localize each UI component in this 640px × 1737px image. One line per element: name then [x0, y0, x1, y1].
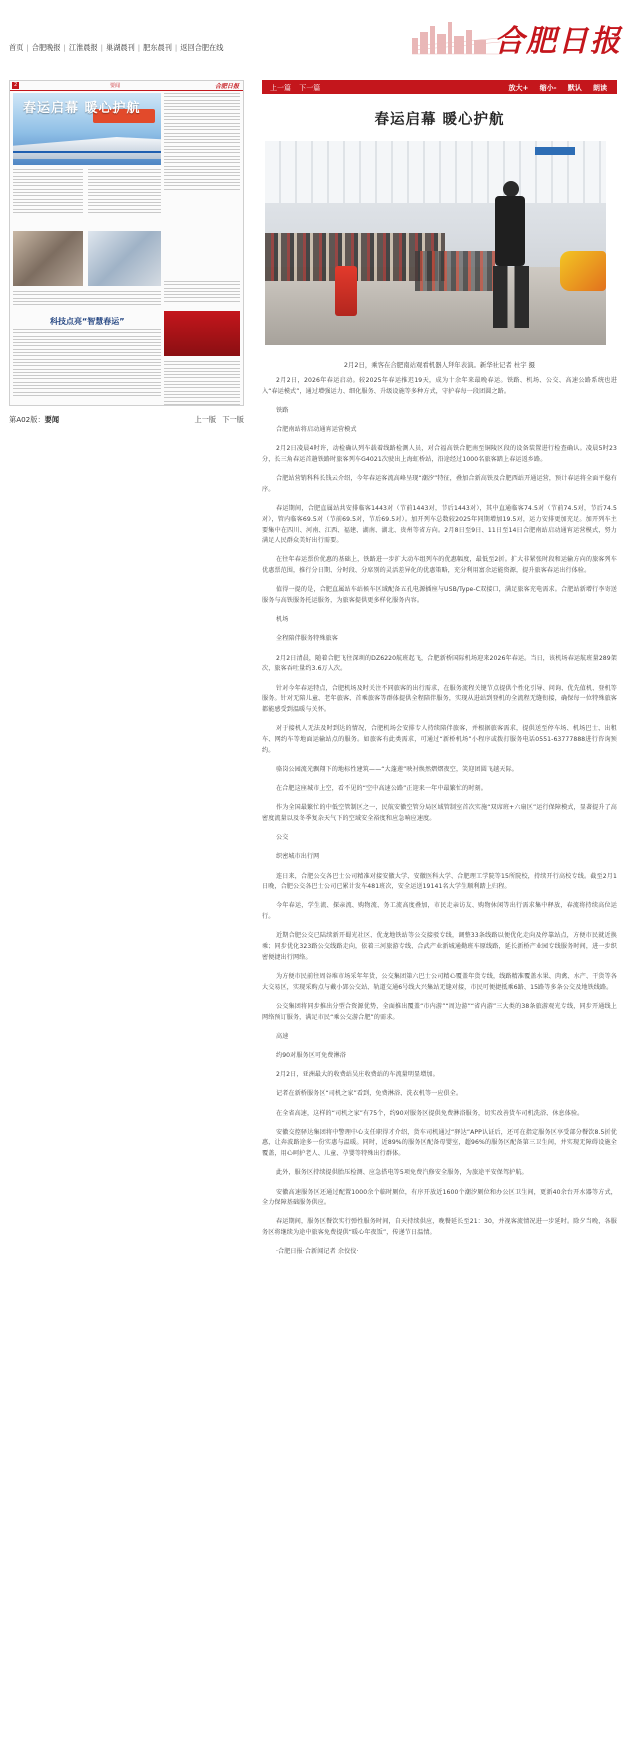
article-section-heading: 全程陪伴服务特殊旅客 [276, 635, 338, 643]
next-page-link[interactable]: 下一版 [222, 415, 244, 424]
article-section-heading: 公交 [276, 834, 289, 842]
photo-caption: 2月2日，乘客在合肥南站观看机器人拜年表演。新华社记者 杜宇 摄 [343, 361, 536, 369]
thumbnail-subheadline: 科技点亮“智慧春运” [50, 317, 125, 326]
article-paragraph: 公交集团将同步推出分型合资源优势，全面推出覆盖“市内游”“周边游”“省内游”三大类的38条旅游观光专线，同步开通线上网络预订服务，满足市民“乘公交游合肥”的需求。 [262, 1002, 617, 1021]
article-paragraph: 2月2日，2026年春运启动。较2025年春运推迟19天，成为十余年来最晚春运。铁路、机场、公交、高速公路系统也进入“春运模式”，通过增强运力、细化服务、升级设施等多种方式，守护春每一段团圆之路。 [262, 377, 617, 395]
article-paragraph: 针对今年春运特点，合肥机场及时关注不同旅客的出行需求，在服务流程关键节点提供个性化引导、问询、优先值机、登机等服务。针对无陪儿童、老年旅客、首乘旅客等群体提供全程陪伴服务，实现从进站到登机的全流程无缝衔接，确保每一位特殊旅客都能感受到温暖与关怀。 [262, 684, 617, 713]
thumbnail-text-block [88, 169, 161, 215]
site-nav [9, 43, 223, 52]
page-label-section[interactable]: 要闻 [44, 415, 60, 424]
thumbnail-text-block [13, 169, 83, 215]
thumbnail-text-block [164, 281, 240, 304]
photo-robot-legs [493, 266, 529, 328]
article-paragraph: 安徽交控驿达集团将中警理中心支任职得才介绍，货车司机通过“驿达”APP认证后，还可在指定服务区享受部分餐饮8.5折优惠，让奔波路途多一份实惠与温暖。同时，近89%的服务区配备母婴室，超96%的服务区配备第三卫生间，并实现无障碍设施全覆盖，用心呵护老人、儿童、孕婴等特殊出行群体。 [262, 1128, 617, 1158]
thumbnail-text-block [164, 361, 240, 406]
nav-separator: | [100, 43, 103, 52]
thumbnail-train-shape [13, 137, 161, 159]
zoom-out-button[interactable]: 缩小- [539, 84, 557, 92]
photo-crowd [415, 251, 495, 291]
article-paragraph: 今年春运，学生流、探亲流、购物流、务工流高度叠加，市民走亲访友、购物休闲等出行需求集中释放，春流将持续高位运行。 [262, 902, 617, 921]
nav-separator: | [63, 43, 66, 52]
reading-tools [500, 83, 607, 93]
thumbnail-text-block [13, 329, 161, 398]
newspaper-title: 合肥日报 [494, 24, 622, 59]
article-paragraph: 在全省高速，这样的“司机之家”有75个，约90对服务区提供免费淋浴服务，切实改善货车司机洗浴、休息体验。 [276, 1109, 584, 1117]
article-paragraph: 合肥站营销科科长钱云介绍，今年春运客流高峰呈现“潮汐”特征，叠加合新高铁及合肥西站开通运营，预计春运将全面平稳有序。 [262, 475, 617, 493]
article-section-heading: 机场 [276, 616, 289, 624]
thumbnail-red-banner [164, 311, 240, 356]
photo-lion-dance [560, 251, 606, 291]
article-paragraph: 连日来，合肥公交各巴士公司精准对接安徽大学、安徽医科大学、合肥理工学院等15所院校，持续开行高校专线。截至2月1日晚，合肥公交各巴士公司已累计发车481班次，安全运送19141名大学生顺利踏上归程。 [262, 872, 617, 891]
article-panel [262, 80, 617, 1267]
thumbnail-photo [13, 231, 83, 286]
article-paragraph: 作为全国最繁忙的中低空管制区之一，民航安徽空管分局区域管制室首次实施“双席班+六扇区”运行保障模式，显著提升了高密度流量以及冬季复杂天气下的空域安全裕度和应急响应速度。 [262, 804, 617, 822]
nav-link-chaohu[interactable]: 巢湖晨刊 [106, 43, 135, 52]
page-label-prefix: 第A02版： [9, 415, 45, 424]
article-paragraph: 此外，服务区持续提供胎压检测、应急搭电等5项免费汽修安全服务，为旅途平安保驾护航。 [276, 1169, 528, 1177]
nav-link-feidong[interactable]: 肥东晨刊 [143, 43, 172, 52]
thumbnail-text-lines [164, 93, 240, 190]
article-paragraph: 记者在新桥服务区“司机之家”看到，免费淋浴、洗衣机等一应俱全。 [276, 1090, 463, 1098]
article-section-heading: 合肥南站将启动通宵运营模式 [276, 426, 357, 434]
article-title: 春运启幕 暖心护航 [374, 112, 505, 128]
article-paragraph: 为方便市民前往周谷堆市场采年年货，公交集团第六巴士公司精心覆盖年货专线，线路精准覆盖水果、肉禽、水产、干货等各大交易区，实现采购点与戴小郢公交站、轨道交通6号线大兴集站无缝对接，市民可便捷抵乘6路、15路等多条公交及地铁线路。 [262, 972, 617, 991]
thumbnail-train-stripe [13, 151, 161, 153]
thumbnail-right-column [164, 93, 240, 192]
photo-robot-head [503, 181, 519, 197]
brand-logo [412, 12, 622, 58]
default-size-button[interactable]: 默认 [567, 84, 582, 92]
zoom-in-button[interactable]: 放大+ [508, 84, 529, 92]
thumbnail-header [10, 81, 243, 91]
nav-link-jianghuai-morning[interactable]: 江淮晨报 [68, 43, 98, 52]
read-aloud-button[interactable]: 朗读 [593, 84, 607, 92]
thumbnail-photo [88, 231, 161, 286]
thumbnail-headline: 春运启幕 暖心护航 [23, 101, 141, 116]
article-paragraph: 2月2日清晨，随着合肥飞往深圳的DZ6220航班起飞，合肥新桥国际机场迎来2026年春运。当日，该机场春运航班量289架次，旅客吞吐量约3.6万人次。 [262, 654, 617, 673]
photo-robot-body [495, 196, 525, 266]
thumbnail-page-number: 2 [14, 82, 18, 88]
article-paragraph: 春运期间，服务区餐饮实行弹性服务时间，自天持续供应，晚餐延长至21：30，并视客流情况进一步延时。除夕当晚，各服务区将继续为途中旅客免费提供“暖心年夜饭”，传递节日温情。 [262, 1218, 617, 1237]
page-navigation [191, 415, 244, 425]
article-section-heading: 织密城市出行网 [276, 853, 320, 861]
article-body [262, 376, 617, 1258]
article-paragraph: 2月2日凌晨4时许，动检确认列车载着线路检测人员，对合福高铁合肥南至铜陵区段的设备装置进行检查确认。凌晨5时23分，长三角春运首趟铁路时旅客列车G4021次驶出上海虹桥站，沿途经过1000名旅客踏上春运返乡路。 [262, 445, 617, 464]
article-paragraph: 近期合肥公交已陆续新开蜀光社区、优龙地铁站等公交接驳专线，调整33条线路以便优化走向及停靠站点，方便市民就近换乘；同步优化323路公交线路走向，依着三河旅游专线、合武产业新城通勤班车原线路，延长新桥产业园专线服务时间，进一步织密便捷出行网络。 [262, 932, 617, 961]
thumbnail-text-block [13, 291, 161, 307]
nav-separator: | [137, 43, 141, 52]
nav-separator: | [174, 43, 178, 52]
prev-article-link[interactable]: 上一篇 [270, 84, 291, 92]
article-nav [270, 83, 326, 93]
thumbnail-lead-photo [13, 93, 161, 165]
article-paragraph: 在往年春运票价优惠的基础上，铁路进一步扩大动车组列车的优惠幅度，最低至2折。扩大非紧张时段和运输方向的旅客列车优惠票范围，推行分日期、分时段、分席别的灵活差异化的优惠策略，充分利用富余运能资源，提升旅客春运出行体验。 [262, 556, 617, 575]
nav-link-hefei-evening[interactable]: 合肥晚报 [31, 43, 61, 52]
page-label [9, 415, 59, 425]
next-article-link[interactable]: 下一篇 [299, 84, 321, 92]
article-paragraph: 春运期间，合肥直属站共安排临客1443对（节前1443对，节后1443对），其中直通临客74.5对（节前74.5对，节后74.5对），管内临客69.5对（节前69.5对，节后69.5对）。加开列车总数较2025年同期增加19.5对，运力安排更加充足。加开列车主要集中在四川、河南、江西、福建、湖南、湖北、贵州等省方向。2月8日至9日、11日至14日合肥南站启动通宵运营模式，努力满足人民群众美好出行需要。 [262, 505, 617, 545]
article-paragraph: 值得一提的是，合肥直属站车站候车区域配备五孔电源插座与USB/Type-C双接口，满足旅客充电需求。合肥站新增行李寄送服务与高铁服务托运服务，为旅客提供更多样化服务内容。 [262, 586, 617, 605]
page-thumbnail[interactable] [9, 80, 244, 406]
article-byline: ·合肥日报·合新闻记者 余佼佼· [276, 1248, 359, 1256]
article-paragraph: 在合肥这座城市上空，看不见的“空中高速公路”正迎来一年中最繁忙的时刻。 [276, 784, 487, 792]
page-thumbnail-panel [9, 80, 244, 427]
article-paragraph: 安徽高速服务区还通过配置1000余个临时厕位，有序开放近1600个潮汐厕位和办公区卫生间，更新40余台开水器等方式，全力保障基础服务供应。 [262, 1188, 617, 1207]
photo-performer [335, 266, 357, 316]
nav-link-back-hefei-online[interactable]: 返回合肥在线 [180, 43, 224, 52]
thumbnail-section: 要闻 [110, 83, 121, 89]
header [0, 0, 640, 70]
nav-link-home[interactable]: 首页 [9, 43, 24, 52]
thumbnail-logo: 合肥日报 [214, 83, 239, 90]
page-footer [9, 415, 244, 427]
prev-page-link[interactable]: 上一版 [194, 415, 217, 424]
article-paragraph: 2月2日，亚洲最大的收费站吴庄收费站的车流量明显增加。 [276, 1071, 439, 1079]
article-toolbar [262, 80, 617, 94]
article-paragraph: 对于接机人无法及时到达的情况，合肥机场会安排专人持续陪伴旅客，并根据旅客需求，提供送至停车场、机场巴士、出租车、网约车等地面运输站点的服务。如旅客有此类需求，可通过“新桥机场”小程序或拨打服务电话0551-63777888进行咨询预约。 [262, 725, 617, 754]
photo-sign [535, 147, 575, 155]
article-section-heading: 约90对服务区可免费淋浴 [276, 1051, 346, 1059]
nav-separator: | [26, 43, 29, 52]
article-photo [265, 141, 606, 345]
article-section-heading: 高速 [276, 1032, 289, 1040]
article-section-heading: 铁路 [276, 406, 289, 414]
article-paragraph: 骆岗公园流光飘翔下的地标性建筑——“大蓬莲”映衬焕然熠熠夜空，笑迎团圆飞越天际。 [276, 765, 518, 773]
